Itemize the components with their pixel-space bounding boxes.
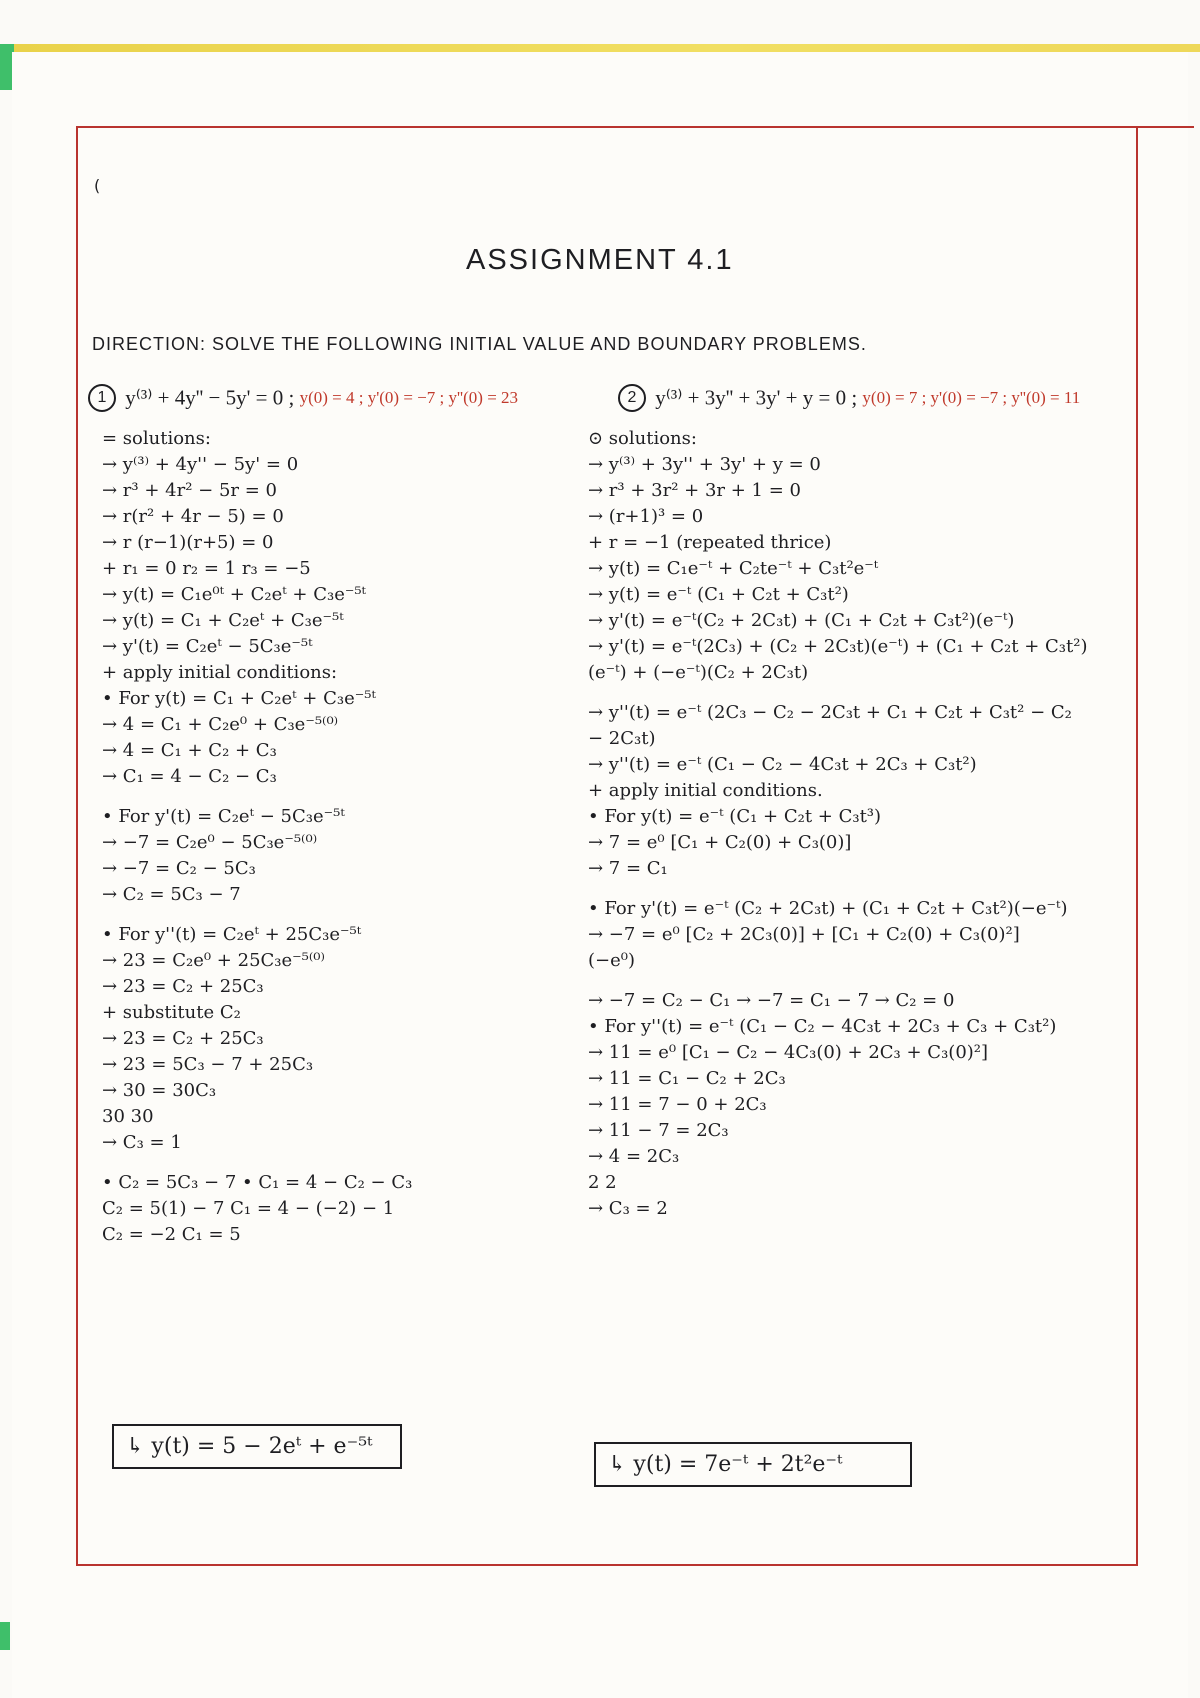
problem1-solution-line: [102, 908, 572, 922]
problem1-solution-line: → y'(t) = C₂eᵗ − 5C₃e⁻⁵ᵗ: [102, 636, 313, 657]
problem1-solution-line: = solutions:: [102, 428, 211, 449]
problem1-solution-line: → 23 = C₂ + 25C₃: [102, 976, 264, 997]
problem2-solution-line: − 2C₃t): [588, 728, 656, 749]
notebook-top-edge: [0, 44, 1200, 52]
problem2-statement: [618, 384, 1080, 412]
problem1-statement: [88, 384, 518, 412]
problem1-solution: [102, 426, 572, 1248]
stray-mark: (: [94, 176, 101, 195]
problem2-solution-line: → 7 = e⁰ [C₁ + C₂(0) + C₃(0)]: [588, 832, 852, 853]
problem1-solution-line: [102, 790, 572, 804]
problem2-equation: y⁽³⁾ + 3y'' + 3y' + y = 0 ;: [655, 385, 858, 410]
problem2-solution-line: → C₃ = 2: [588, 1198, 668, 1219]
problem2-solution-line: → 11 = e⁰ [C₁ − C₂ − 4C₃(0) + 2C₃ + C₃(0)²]: [588, 1042, 989, 1063]
problem2-solution-line: (e⁻ᵗ) + (−e⁻ᵗ)(C₂ + 2C₃t): [588, 662, 809, 683]
problem1-solution-line: → y⁽³⁾ + 4y'' − 5y' = 0: [102, 454, 299, 475]
problem2-solution-line: → 4 = 2C₃: [588, 1146, 680, 1167]
problem2-solution-line: → y''(t) = e⁻ᵗ (2C₃ − C₂ − 2C₃t + C₁ + C₂t + C₃t² − C₂: [588, 702, 1072, 723]
page-title: ASSIGNMENT 4.1: [466, 244, 734, 276]
problem2-solution-line: → −7 = e⁰ [C₂ + 2C₃(0)] + [C₁ + C₂(0) + C₃(0)²]: [588, 924, 1020, 945]
problem1-equation: y⁽³⁾ + 4y'' − 5y' = 0 ;: [125, 385, 295, 410]
problem2-solution-line: → y(t) = C₁e⁻ᵗ + C₂te⁻ᵗ + C₃t²e⁻ᵗ: [588, 558, 879, 579]
problem1-answer-box: ↳ y(t) = 5 − 2eᵗ + e⁻⁵ᵗ: [112, 1424, 402, 1469]
problem2-solution-line: → (r+1)³ = 0: [588, 506, 704, 527]
binder-clip-bottom: [0, 1622, 10, 1650]
problem1-solution-line: 30 30: [102, 1106, 154, 1127]
problem2-solution-line: → y(t) = e⁻ᵗ (C₁ + C₂t + C₃t²): [588, 584, 849, 605]
problem2-solution-line: • For y''(t) = e⁻ᵗ (C₁ − C₂ − 4C₃t + 2C₃ + C₃ + C₃t²): [588, 1016, 1057, 1037]
problem1-solution-line: → 23 = C₂e⁰ + 25C₃e⁻⁵⁽⁰⁾: [102, 950, 325, 971]
problem1-number: 1: [88, 384, 116, 412]
problem1-solution-line: → −7 = C₂e⁰ − 5C₃e⁻⁵⁽⁰⁾: [102, 832, 318, 853]
margin-rule-bottom: [76, 1564, 1138, 1566]
problem1-solution-line: → r³ + 4r² − 5r = 0: [102, 480, 277, 501]
margin-rule-top: [76, 126, 1194, 128]
direction-text: DIRECTION: SOLVE THE FOLLOWING INITIAL VALUE AND BOUNDARY PROBLEMS.: [92, 334, 867, 354]
problem1-solution-line: → C₂ = 5C₃ − 7: [102, 884, 241, 905]
problem1-solution-line: → 4 = C₁ + C₂e⁰ + C₃e⁻⁵⁽⁰⁾: [102, 714, 339, 735]
problem2-answer-box: ↳ y(t) = 7e⁻ᵗ + 2t²e⁻ᵗ: [594, 1442, 912, 1487]
problem2-solution-line: → 11 = 7 − 0 + 2C₃: [588, 1094, 767, 1115]
problem1-solution-line: → r(r² + 4r − 5) = 0: [102, 506, 284, 527]
problem2-solution-line: → y'(t) = e⁻ᵗ(C₂ + 2C₃t) + (C₁ + C₂t + C₃t²)(e⁻ᵗ): [588, 610, 1015, 631]
problem2-solution-line: [588, 974, 1136, 988]
problem2-solution-line: → r³ + 3r² + 3r + 1 = 0: [588, 480, 801, 501]
problem2-solution-line: ⊙ solutions:: [588, 428, 697, 449]
problem2-solution-line: [588, 686, 1136, 700]
problem2-solution-line: → 11 − 7 = 2C₃: [588, 1120, 729, 1141]
problem1-conditions: y(0) = 4 ; y'(0) = −7 ; y''(0) = 23: [299, 388, 519, 408]
problem2-solution-line: (−e⁰): [588, 950, 635, 971]
problem1-solution-line: + r₁ = 0 r₂ = 1 r₃ = −5: [102, 558, 311, 579]
problem2-solution-line: • For y(t) = e⁻ᵗ (C₁ + C₂t + C₃t³): [588, 806, 882, 827]
problem1-solution-line: • For y'(t) = C₂eᵗ − 5C₃e⁻⁵ᵗ: [102, 806, 345, 827]
problem2-solution-line: 2 2: [588, 1172, 617, 1193]
problem1-solution-line: → 23 = C₂ + 25C₃: [102, 1028, 264, 1049]
problem1-solution-line: • For y(t) = C₁ + C₂eᵗ + C₃e⁻⁵ᵗ: [102, 688, 376, 709]
margin-rule-left: [76, 126, 78, 1566]
problem1-solution-line: → 23 = 5C₃ − 7 + 25C₃: [102, 1054, 314, 1075]
problem2-solution: [588, 426, 1136, 1222]
problem2-solution-line: → y'(t) = e⁻ᵗ(2C₃) + (C₂ + 2C₃t)(e⁻ᵗ) + (C₁ + C₂t + C₃t²): [588, 636, 1088, 657]
problem2-solution-line: → 11 = C₁ − C₂ + 2C₃: [588, 1068, 786, 1089]
problem2-solution-line: → y⁽³⁾ + 3y'' + 3y' + y = 0: [588, 454, 821, 475]
problem1-solution-line: → 30 = 30C₃: [102, 1080, 217, 1101]
problem1-solution-line: → r (r−1)(r+5) = 0: [102, 532, 274, 553]
problem2-solution-line: → 7 = C₁: [588, 858, 668, 879]
problem2-conditions: y(0) = 7 ; y'(0) = −7 ; y''(0) = 11: [862, 388, 1081, 408]
problem1-solution-line: [102, 1156, 572, 1170]
problem2-solution-line: [588, 882, 1136, 896]
problem1-solution-line: C₂ = 5(1) − 7 C₁ = 4 − (−2) − 1: [102, 1198, 395, 1219]
problem1-solution-line: C₂ = −2 C₁ = 5: [102, 1224, 241, 1245]
problem2-solution-line: + r = −1 (repeated thrice): [588, 532, 832, 553]
problem1-solution-line: • For y''(t) = C₂eᵗ + 25C₃e⁻⁵ᵗ: [102, 924, 362, 945]
problem2-number: 2: [618, 384, 646, 412]
problem2-solution-line: → −7 = C₂ − C₁ → −7 = C₁ − 7 → C₂ = 0: [588, 990, 955, 1011]
problem1-solution-line: • C₂ = 5C₃ − 7 • C₁ = 4 − C₂ − C₃: [102, 1172, 413, 1193]
problem1-solution-line: → y(t) = C₁ + C₂eᵗ + C₃e⁻⁵ᵗ: [102, 610, 344, 631]
problem1-solution-line: → 4 = C₁ + C₂ + C₃: [102, 740, 277, 761]
problem1-solution-line: + substitute C₂: [102, 1002, 241, 1023]
problem2-solution-line: • For y'(t) = e⁻ᵗ (C₂ + 2C₃t) + (C₁ + C₂t + C₃t²)(−e⁻ᵗ): [588, 898, 1068, 919]
problem1-solution-line: → C₁ = 4 − C₂ − C₃: [102, 766, 277, 787]
problem2-solution-line: + apply initial conditions.: [588, 780, 823, 801]
problem2-solution-line: → y''(t) = e⁻ᵗ (C₁ − C₂ − 4C₃t + 2C₃ + C₃t²): [588, 754, 977, 775]
margin-rule-right: [1136, 126, 1138, 1566]
problem1-solution-line: + apply initial conditions:: [102, 662, 338, 683]
problem1-solution-line: → C₃ = 1: [102, 1132, 182, 1153]
problem1-solution-line: → −7 = C₂ − 5C₃: [102, 858, 256, 879]
problem1-solution-line: → y(t) = C₁e⁰ᵗ + C₂eᵗ + C₃e⁻⁵ᵗ: [102, 584, 366, 605]
